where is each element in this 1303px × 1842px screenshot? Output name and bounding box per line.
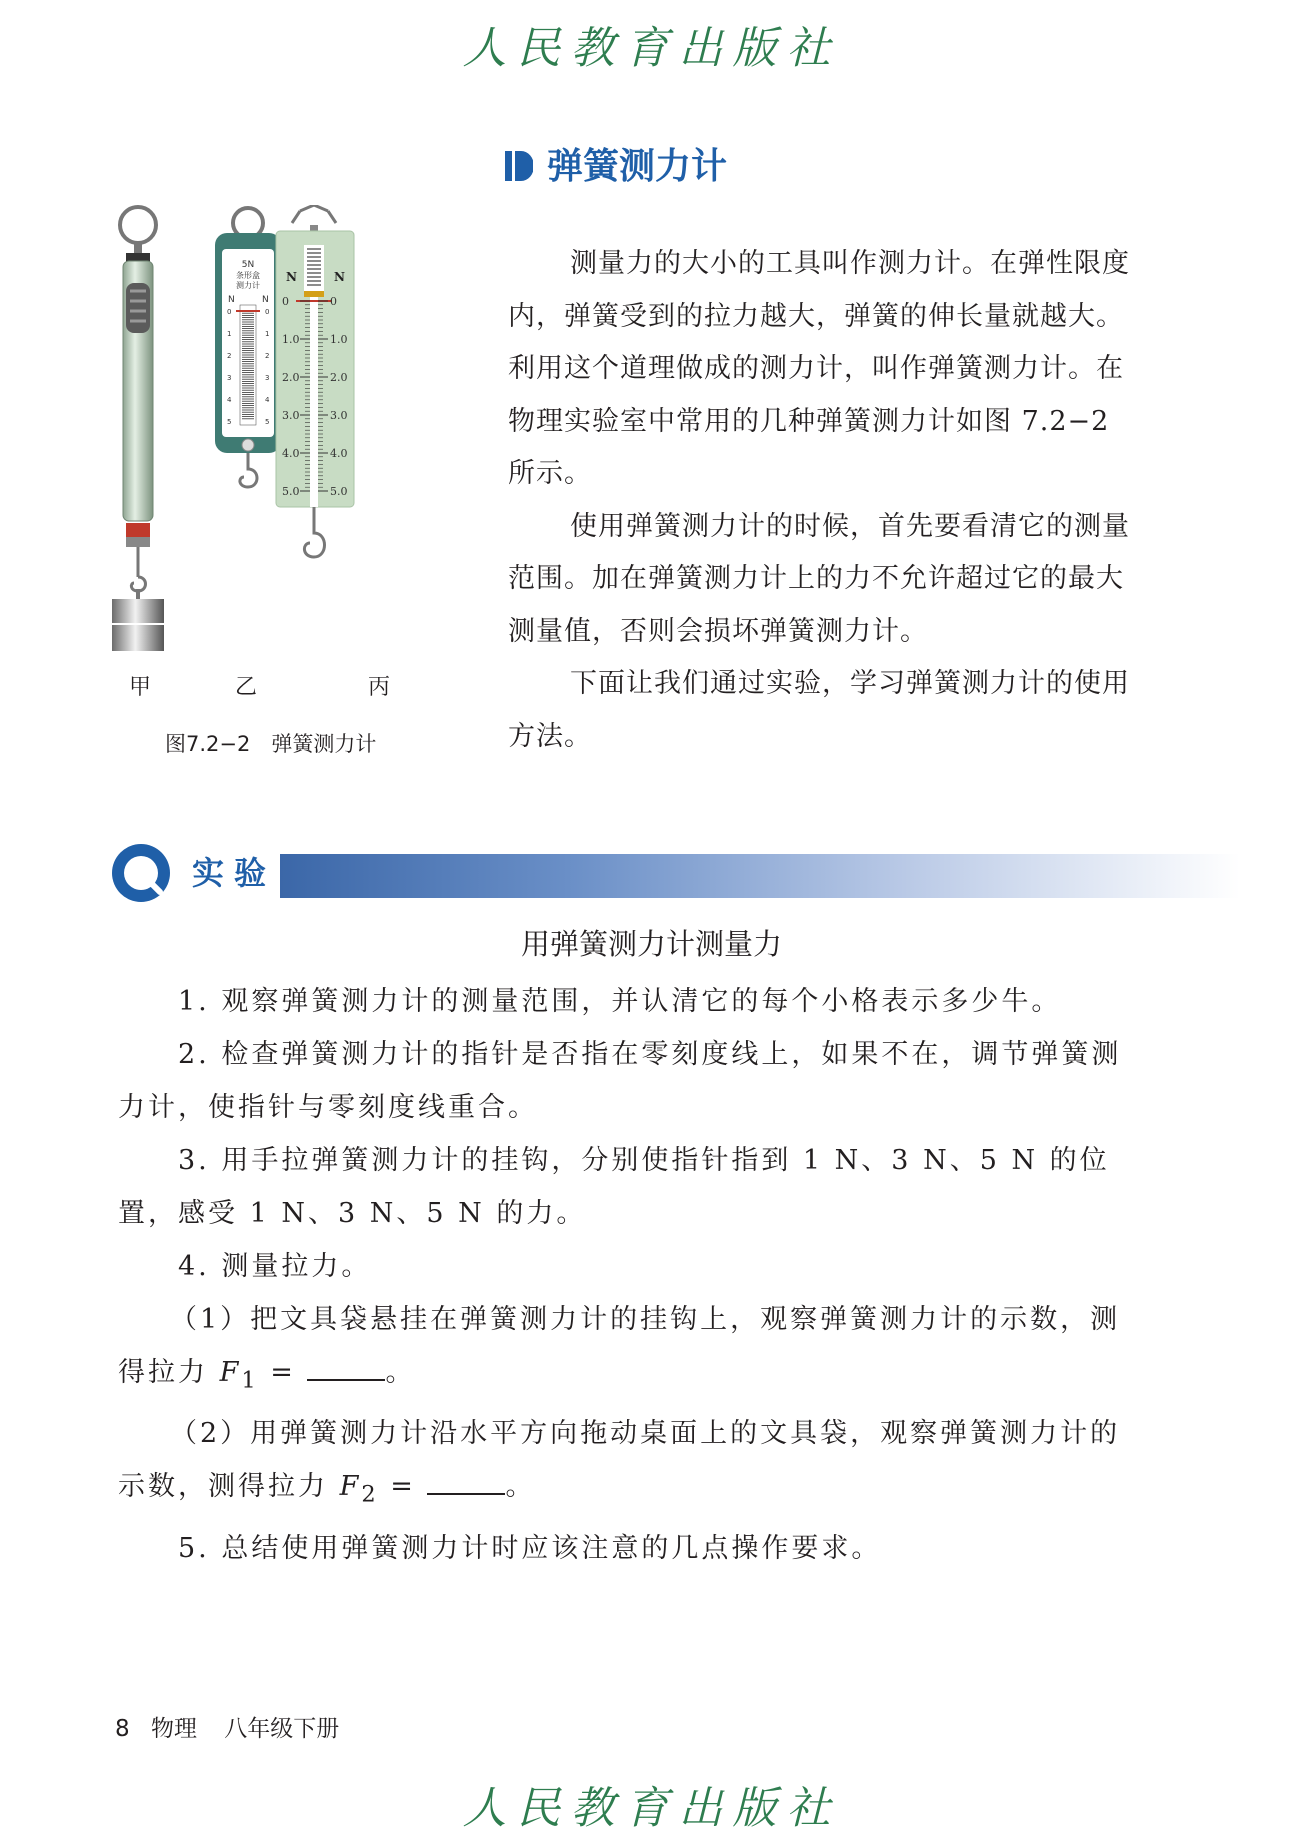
intro-text <box>508 238 1140 763</box>
section-title <box>505 138 727 189</box>
intro-paragraph-1: 测量力的大小的工具叫作测力计。在弹性限度内，弹簧受到的拉力越大，弹簧的伸长量就越大。利用这个道理做成的测力计，叫作弹簧测力计。在物理实验室中常用的几种弹簧测力计如图 7.2−2 所示。 <box>508 248 1130 489</box>
step-4-1 <box>118 1293 1140 1407</box>
meter-b-tick-label-left: 2 <box>227 352 232 360</box>
meter-b-tick-label-right: 0 <box>265 308 270 316</box>
meter-c-tick-label-left: 1.0 <box>282 333 300 346</box>
section-title-text: 弹簧测力计 <box>547 146 728 187</box>
meter-b-name1: 条形盒 <box>236 271 260 280</box>
figure-label-a: 甲 <box>129 675 152 700</box>
meter-b-tick-label-right: 3 <box>265 374 270 382</box>
intro-paragraph-3: 下面让我们通过实验，学习弹簧测力计的使用方法。 <box>508 668 1130 752</box>
experiment-label: 实验 <box>192 854 277 892</box>
meter-c-tick-label-left: 2.0 <box>282 371 300 384</box>
meter-c-unit-left: N <box>286 270 297 284</box>
footer-subject: 物理 <box>150 1716 197 1742</box>
publisher-footer: 人民教育出版社 <box>462 1783 841 1834</box>
meter-c-tick-label-right: 0 <box>330 295 337 308</box>
meter-c-tick-label-left: 0 <box>282 295 289 308</box>
f2-end: 。 <box>505 1471 536 1503</box>
magnifier-icon <box>110 842 172 904</box>
footer-grade: 八年级下册 <box>224 1716 340 1742</box>
meter-c-tick-label-right: 4.0 <box>330 447 348 460</box>
f1-end: 。 <box>385 1357 416 1388</box>
f2-var: F <box>339 1471 362 1503</box>
page-number: 8 <box>115 1716 130 1742</box>
page-footer <box>115 1710 339 1743</box>
step-5: 5. 总结使用弹簧测力计时应该注意的几点操作要求。 <box>178 1532 882 1564</box>
step-3: 3. 用手拉弹簧测力计的挂钩，分别使指针指到 1 N、3 N、5 N 的位置，感受 1 N、3 N、5 N 的力。 <box>118 1145 1110 1229</box>
meter-c <box>276 205 354 557</box>
experiment-banner <box>110 842 1130 902</box>
f1-blank[interactable] <box>307 1357 385 1381</box>
experiment-banner-gradient <box>280 854 1240 898</box>
meter-c-tick-label-left: 3.0 <box>282 409 300 422</box>
experiment-title: 用弹簧测力计测量力 <box>520 927 782 961</box>
meter-c-tick-label-right: 5.0 <box>330 485 348 498</box>
figure-caption: 图7.2−2 弹簧测力计 <box>165 732 377 756</box>
f2-blank[interactable] <box>427 1471 505 1495</box>
meter-b-tick-label-left: 4 <box>227 396 232 404</box>
meter-b-tick-label-left: 5 <box>227 418 232 426</box>
meter-c-tick-label-right: 3.0 <box>330 409 348 422</box>
meter-c-tick-label-left: 4.0 <box>282 447 300 460</box>
figure-label-b: 乙 <box>235 675 258 700</box>
experiment-steps <box>118 975 1140 1575</box>
section-marker-icon <box>505 149 533 179</box>
step-4-2 <box>118 1407 1140 1521</box>
step-1: 1. 观察弹簧测力计的测量范围，并认清它的每个小格表示多少牛。 <box>178 986 1062 1017</box>
f2-sub: 2 <box>361 1481 379 1508</box>
f1-sub: 1 <box>241 1367 259 1394</box>
step-4-1-text: （1）把文具袋悬挂在弹簧测力计的挂钩上，观察弹簧测力计的示数，测得拉力 <box>118 1304 1121 1388</box>
intro-paragraph-2: 使用弹簧测力计的时候，首先要看清它的测量范围。加在弹簧测力计上的力不允许超过它的最大测量值，否则会损坏弹簧测力计。 <box>508 510 1130 647</box>
f2-eq: = <box>378 1471 428 1503</box>
meter-b-tick-label-right: 4 <box>265 396 270 404</box>
meter-b-name2: 测力计 <box>236 281 260 290</box>
publisher-header: 人民教育出版社 <box>462 23 841 74</box>
meter-c-tick-label-right: 2.0 <box>330 371 348 384</box>
meter-a <box>112 207 164 651</box>
meter-b-unit-right: N <box>262 295 269 305</box>
meter-b-tick-label-right: 2 <box>265 352 270 360</box>
f1-var: F <box>219 1357 242 1388</box>
meter-c-unit-right: N <box>334 270 345 284</box>
meter-c-tick-label-left: 5.0 <box>282 485 300 498</box>
meter-b-tick-label-right: 1 <box>265 330 270 338</box>
meter-b-unit-left: N <box>228 295 235 305</box>
step-4: 4. 测量拉力。 <box>178 1251 372 1282</box>
meter-b-tick-label-left: 3 <box>227 374 232 382</box>
meter-b-range: 5N <box>241 260 255 270</box>
meter-b <box>215 208 281 487</box>
meter-b-tick-label-left: 0 <box>227 308 232 316</box>
figure-label-c: 丙 <box>368 675 391 700</box>
meter-b-tick-label-right: 5 <box>265 418 270 426</box>
meter-b-tick-label-left: 1 <box>227 330 232 338</box>
meter-c-tick-label-right: 1.0 <box>330 333 348 346</box>
f1-eq: = <box>258 1357 308 1388</box>
step-2: 2. 检查弹簧测力计的指针是否指在零刻度线上，如果不在，调节弹簧测力计，使指针与零刻度线重合。 <box>118 1039 1122 1123</box>
figure-spring-scales <box>100 205 440 669</box>
step-4-2-text: （2）用弹簧测力计沿水平方向拖动桌面上的文具袋，观察弹簧测力计的示数，测得拉力 <box>118 1418 1121 1503</box>
